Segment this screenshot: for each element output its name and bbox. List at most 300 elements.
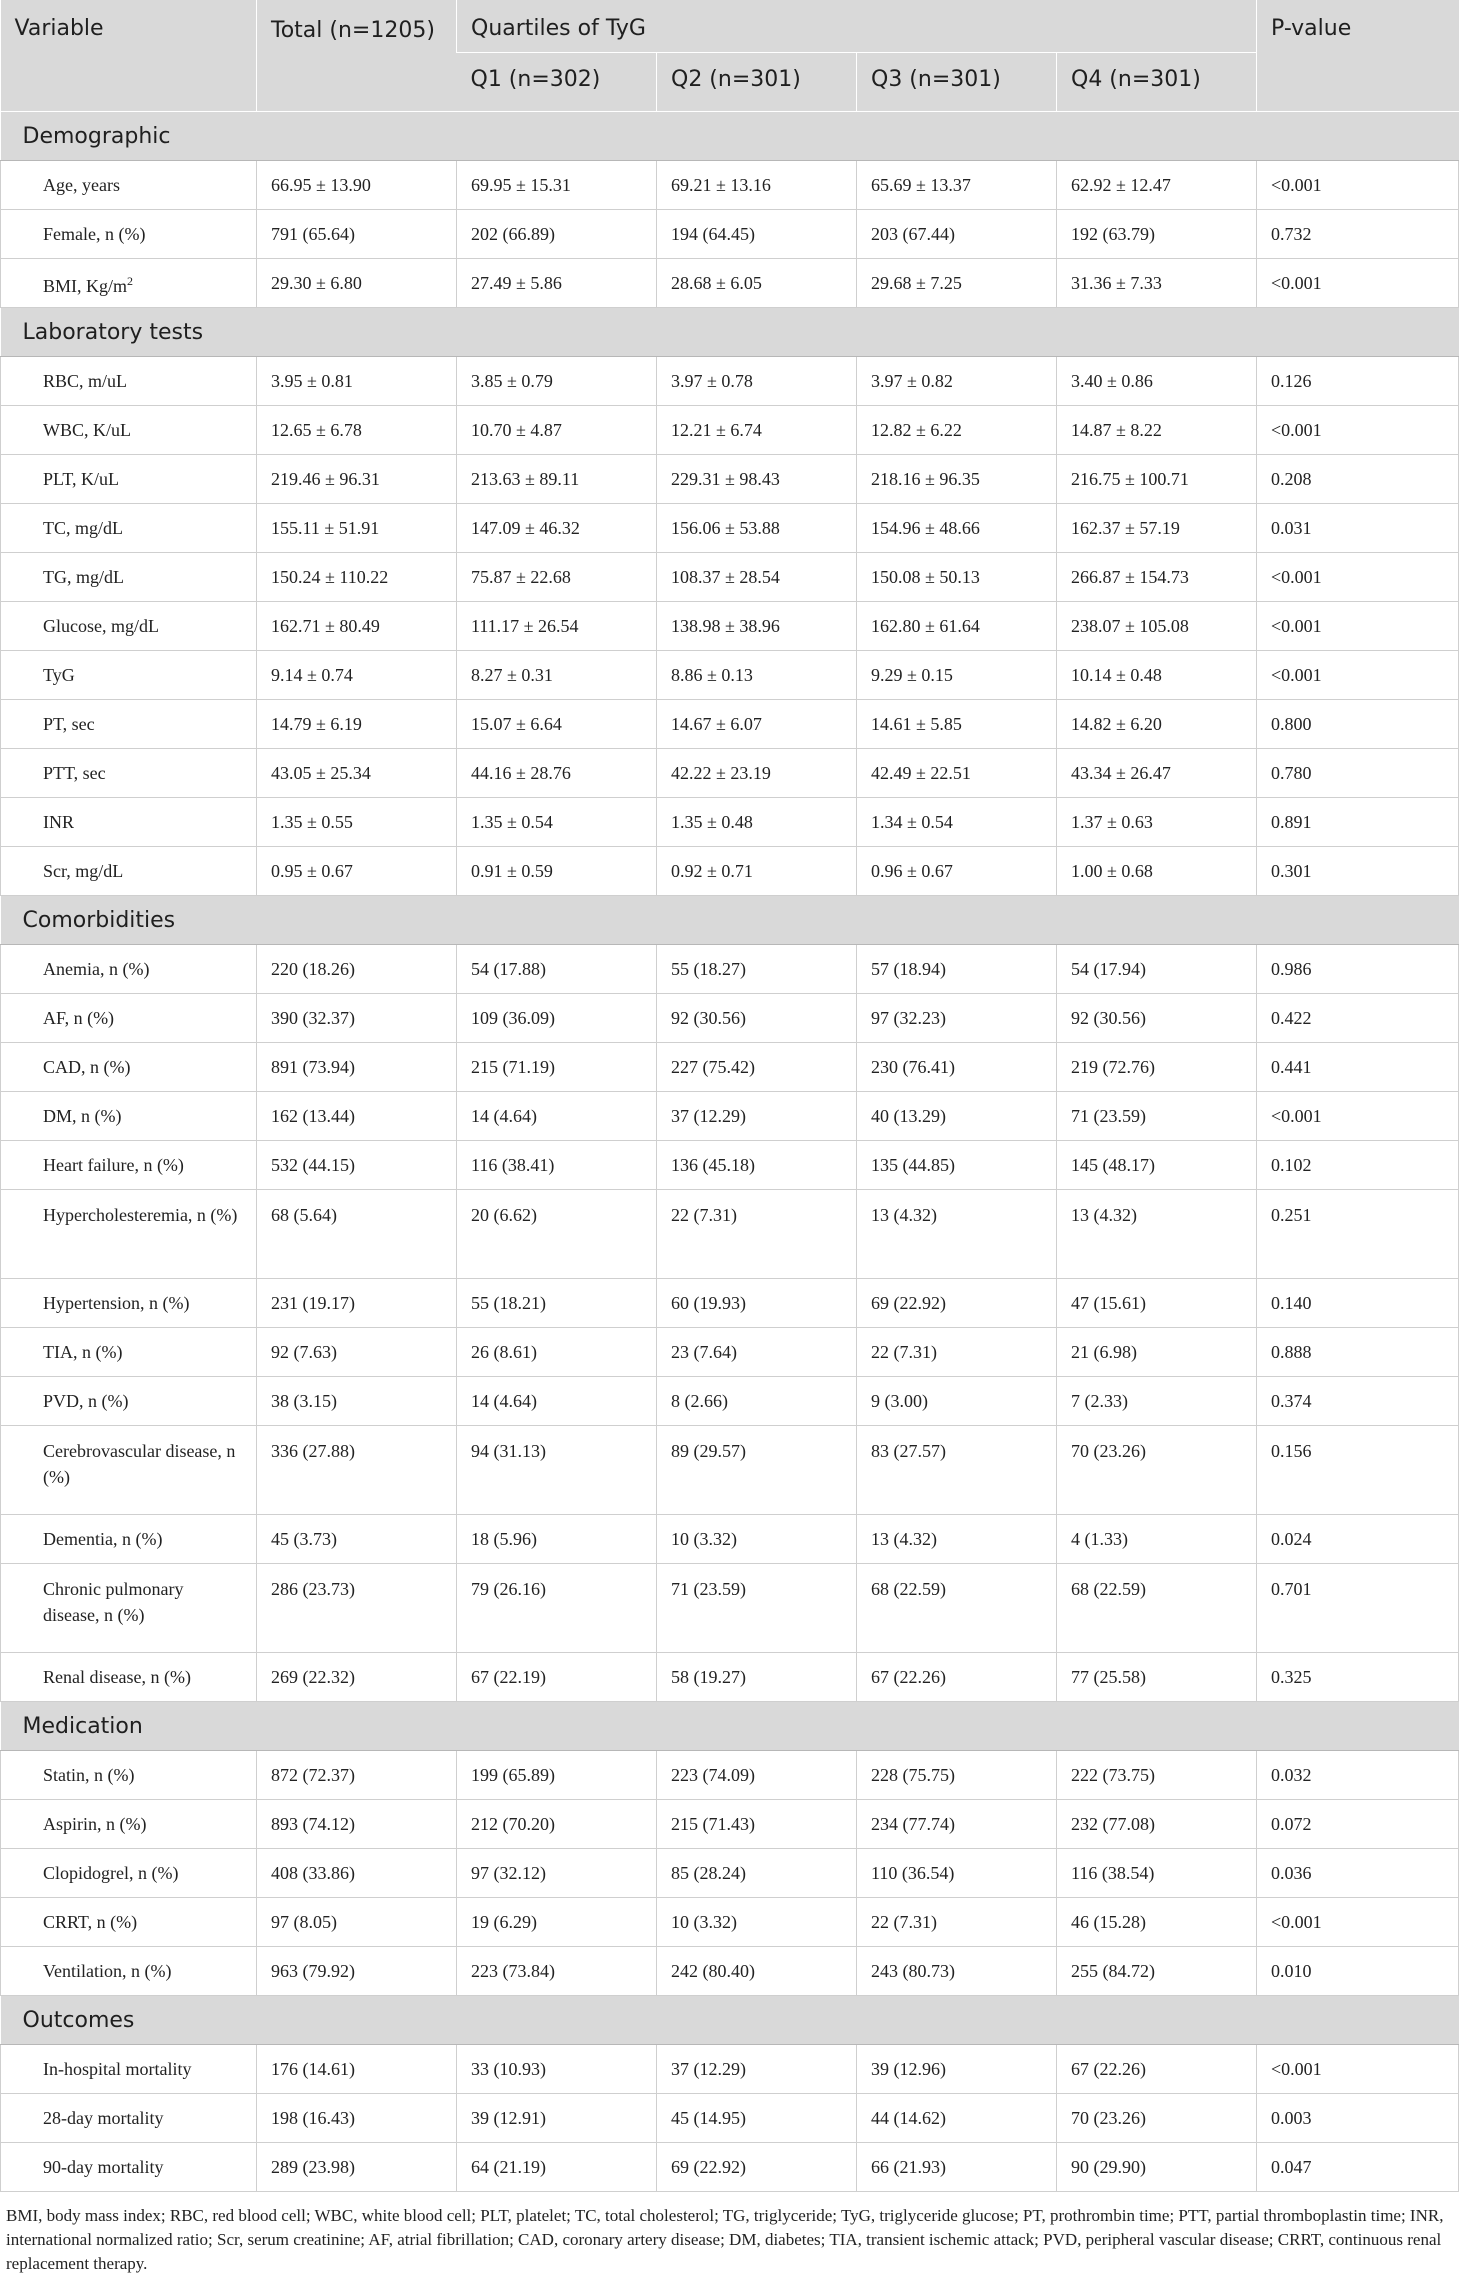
q2-cell xyxy=(657,700,857,749)
row-label-text: Hypercholesteremia, n (%) xyxy=(43,1205,238,1225)
q2-cell-text: 215 (71.43) xyxy=(671,1814,755,1834)
q3-cell-text: 135 (44.85) xyxy=(871,1155,955,1175)
row-label xyxy=(1,1190,257,1279)
q4-cell xyxy=(1057,602,1257,651)
q1-cell-text: 15.07 ± 6.64 xyxy=(471,714,562,734)
pvalue-cell xyxy=(1257,1328,1459,1377)
section-title: Outcomes xyxy=(1,1996,1459,2045)
q1-cell xyxy=(457,1751,657,1800)
table-footnote: BMI, body mass index; RBC, red blood cell; WBC, white blood cell; PLT, platelet; TC, total cholesterol; TG, triglyceride; TyG, triglyceride glucose; PT, prothrombin time; PTT, partial thromboplastin time; INR, international normalized ratio; Scr, serum creatinine; AF, atrial fibrillation; CAD, coronary artery disease; DM, diabetes; TIA, transient ischemic attack; PVD, peripheral vascular disease; CRRT, continuous renal replacement therapy. xyxy=(6,2206,1444,2273)
q4-cell xyxy=(1057,1141,1257,1190)
q3-cell xyxy=(857,161,1057,210)
q3-cell xyxy=(857,602,1057,651)
row-label xyxy=(1,2094,257,2143)
row-label xyxy=(1,1043,257,1092)
q1-cell-text: 94 (31.13) xyxy=(471,1441,546,1461)
q2-cell-text: 69.21 ± 13.16 xyxy=(671,175,771,195)
q3-cell xyxy=(857,1947,1057,1996)
q1-cell xyxy=(457,1849,657,1898)
q2-cell-text: 8 (2.66) xyxy=(671,1391,728,1411)
q1-cell-text: 27.49 ± 5.86 xyxy=(471,273,562,293)
total-cell-text: 176 (14.61) xyxy=(271,2059,355,2079)
q4-cell-text: 43.34 ± 26.47 xyxy=(1071,763,1171,783)
total-cell xyxy=(257,504,457,553)
table-row xyxy=(1,1653,1459,1702)
q3-cell-text: 66 (21.93) xyxy=(871,2157,946,2177)
q1-cell xyxy=(457,651,657,700)
table-row xyxy=(1,259,1459,308)
pvalue-cell xyxy=(1257,504,1459,553)
q1-cell xyxy=(457,602,657,651)
total-cell-text: 29.30 ± 6.80 xyxy=(271,273,362,293)
q1-cell-text: 1.35 ± 0.54 xyxy=(471,812,553,832)
q1-cell xyxy=(457,1279,657,1328)
pvalue-cell-text: 0.156 xyxy=(1271,1441,1312,1461)
q3-cell-text: 162.80 ± 61.64 xyxy=(871,616,980,636)
q1-cell xyxy=(457,1377,657,1426)
table-row xyxy=(1,1328,1459,1377)
total-cell xyxy=(257,798,457,847)
q1-cell-text: 54 (17.88) xyxy=(471,959,546,979)
table-row xyxy=(1,2045,1459,2094)
total-cell xyxy=(257,602,457,651)
q3-cell-text: 0.96 ± 0.67 xyxy=(871,861,953,881)
q3-cell xyxy=(857,1849,1057,1898)
q4-cell-text: 68 (22.59) xyxy=(1071,1579,1146,1599)
row-label-text: CRRT, n (%) xyxy=(43,1912,138,1932)
q3-cell xyxy=(857,210,1057,259)
q2-cell xyxy=(657,1328,857,1377)
q1-cell xyxy=(457,210,657,259)
table-row xyxy=(1,1515,1459,1564)
q1-cell xyxy=(457,161,657,210)
q1-cell xyxy=(457,749,657,798)
total-cell-text: 92 (7.63) xyxy=(271,1342,337,1362)
q3-cell-text: 13 (4.32) xyxy=(871,1529,937,1549)
pvalue-cell-text: 0.701 xyxy=(1271,1579,1312,1599)
total-cell xyxy=(257,1564,457,1653)
pvalue-cell xyxy=(1257,357,1459,406)
q1-cell xyxy=(457,2094,657,2143)
row-label xyxy=(1,455,257,504)
q3-cell xyxy=(857,1653,1057,1702)
q2-cell xyxy=(657,749,857,798)
row-label-text: TyG xyxy=(43,665,75,685)
q1-cell xyxy=(457,504,657,553)
q2-cell xyxy=(657,455,857,504)
q2-cell-text: 60 (19.93) xyxy=(671,1293,746,1313)
q3-cell-text: 67 (22.26) xyxy=(871,1667,946,1687)
table-row xyxy=(1,1849,1459,1898)
q4-cell-text: 21 (6.98) xyxy=(1071,1342,1137,1362)
total-cell-text: 66.95 ± 13.90 xyxy=(271,175,371,195)
q1-cell xyxy=(457,455,657,504)
pvalue-cell xyxy=(1257,847,1459,896)
q3-cell xyxy=(857,749,1057,798)
q2-cell-text: 58 (19.27) xyxy=(671,1667,746,1687)
q2-cell-text: 69 (22.92) xyxy=(671,2157,746,2177)
q3-cell xyxy=(857,651,1057,700)
total-cell xyxy=(257,357,457,406)
q1-cell xyxy=(457,1190,657,1279)
q1-cell-text: 75.87 ± 22.68 xyxy=(471,567,571,587)
q1-cell-text: 14 (4.64) xyxy=(471,1391,537,1411)
row-label xyxy=(1,161,257,210)
q2-cell-text: 28.68 ± 6.05 xyxy=(671,273,762,293)
header-variable: Variable xyxy=(1,0,257,112)
q4-cell xyxy=(1057,651,1257,700)
pvalue-cell-text: 0.888 xyxy=(1271,1342,1312,1362)
total-cell-text: 14.79 ± 6.19 xyxy=(271,714,362,734)
row-label-text: BMI, Kg/m xyxy=(43,275,128,296)
q1-cell-text: 39 (12.91) xyxy=(471,2108,546,2128)
q2-cell-text: 37 (12.29) xyxy=(671,2059,746,2079)
row-label xyxy=(1,553,257,602)
row-label xyxy=(1,1515,257,1564)
pvalue-cell-text: 0.140 xyxy=(1271,1293,1312,1313)
q4-cell-text: 10.14 ± 0.48 xyxy=(1071,665,1162,685)
row-label-text: TIA, n (%) xyxy=(43,1342,123,1362)
pvalue-cell xyxy=(1257,700,1459,749)
row-label xyxy=(1,406,257,455)
table-row xyxy=(1,700,1459,749)
table-row xyxy=(1,994,1459,1043)
pvalue-cell xyxy=(1257,1377,1459,1426)
q1-cell-text: 223 (73.84) xyxy=(471,1961,555,1981)
q3-cell-text: 150.08 ± 50.13 xyxy=(871,567,980,587)
q2-cell xyxy=(657,1377,857,1426)
pvalue-cell xyxy=(1257,1947,1459,1996)
q2-cell-text: 1.35 ± 0.48 xyxy=(671,812,753,832)
q1-cell xyxy=(457,357,657,406)
q2-cell xyxy=(657,357,857,406)
row-label-text: PTT, sec xyxy=(43,763,106,783)
q2-cell xyxy=(657,1043,857,1092)
row-label xyxy=(1,1141,257,1190)
q4-cell xyxy=(1057,161,1257,210)
pvalue-cell xyxy=(1257,945,1459,994)
pvalue-cell-text: <0.001 xyxy=(1271,1106,1322,1126)
q1-cell xyxy=(457,553,657,602)
q3-cell xyxy=(857,1377,1057,1426)
pvalue-cell xyxy=(1257,1043,1459,1092)
row-label-text: Clopidogrel, n (%) xyxy=(43,1863,179,1883)
q4-cell xyxy=(1057,847,1257,896)
q3-cell-text: 57 (18.94) xyxy=(871,959,946,979)
pvalue-cell xyxy=(1257,210,1459,259)
pvalue-cell-text: 0.891 xyxy=(1271,812,1312,832)
total-cell-text: 38 (3.15) xyxy=(271,1391,337,1411)
q3-cell-text: 230 (76.41) xyxy=(871,1057,955,1077)
q4-cell xyxy=(1057,1190,1257,1279)
q4-cell-text: 255 (84.72) xyxy=(1071,1961,1155,1981)
q4-cell xyxy=(1057,210,1257,259)
q4-cell xyxy=(1057,994,1257,1043)
q4-cell-text: 77 (25.58) xyxy=(1071,1667,1146,1687)
q2-cell xyxy=(657,2045,857,2094)
pvalue-cell-text: 0.031 xyxy=(1271,518,1312,538)
q1-cell-text: 3.85 ± 0.79 xyxy=(471,371,553,391)
table-row xyxy=(1,455,1459,504)
q2-cell-text: 14.67 ± 6.07 xyxy=(671,714,762,734)
row-label xyxy=(1,1898,257,1947)
total-cell-text: 390 (32.37) xyxy=(271,1008,355,1028)
section-title: Comorbidities xyxy=(1,896,1459,945)
total-cell-text: 3.95 ± 0.81 xyxy=(271,371,353,391)
q1-cell xyxy=(457,1800,657,1849)
q1-cell xyxy=(457,1564,657,1653)
pvalue-cell-text: 0.251 xyxy=(1271,1205,1312,1225)
total-cell xyxy=(257,749,457,798)
header-q4: Q4 (n=301) xyxy=(1057,53,1257,112)
q3-cell-text: 97 (32.23) xyxy=(871,1008,946,1028)
q1-cell xyxy=(457,259,657,308)
q3-cell xyxy=(857,798,1057,847)
total-cell xyxy=(257,1947,457,1996)
row-label xyxy=(1,651,257,700)
row-label xyxy=(1,602,257,651)
q4-cell-text: 14.82 ± 6.20 xyxy=(1071,714,1162,734)
total-cell-text: 220 (18.26) xyxy=(271,959,355,979)
pvalue-cell xyxy=(1257,259,1459,308)
q4-cell-text: 13 (4.32) xyxy=(1071,1205,1137,1225)
q1-cell-text: 116 (38.41) xyxy=(471,1155,555,1175)
q3-cell xyxy=(857,455,1057,504)
q4-cell xyxy=(1057,2045,1257,2094)
q3-cell-text: 14.61 ± 5.85 xyxy=(871,714,962,734)
table-row xyxy=(1,749,1459,798)
table-row xyxy=(1,847,1459,896)
table-row xyxy=(1,1898,1459,1947)
q3-cell-text: 40 (13.29) xyxy=(871,1106,946,1126)
q4-cell-text: 3.40 ± 0.86 xyxy=(1071,371,1153,391)
pvalue-cell-text: 0.047 xyxy=(1271,2157,1312,2177)
q2-cell xyxy=(657,406,857,455)
pvalue-cell-text: 0.208 xyxy=(1271,469,1312,489)
total-cell xyxy=(257,1898,457,1947)
q3-cell-text: 9.29 ± 0.15 xyxy=(871,665,953,685)
table-row xyxy=(1,1800,1459,1849)
q1-cell-text: 213.63 ± 89.11 xyxy=(471,469,580,489)
q1-cell-text: 212 (70.20) xyxy=(471,1814,555,1834)
q1-cell-text: 18 (5.96) xyxy=(471,1529,537,1549)
row-label-text: CAD, n (%) xyxy=(43,1057,131,1077)
q4-cell xyxy=(1057,1849,1257,1898)
q1-cell xyxy=(457,2045,657,2094)
q3-cell xyxy=(857,994,1057,1043)
row-label xyxy=(1,1564,257,1653)
total-cell xyxy=(257,1092,457,1141)
row-label-text: Dementia, n (%) xyxy=(43,1529,163,1549)
q3-cell-text: 13 (4.32) xyxy=(871,1205,937,1225)
row-label-text: Aspirin, n (%) xyxy=(43,1814,147,1834)
q3-cell-text: 39 (12.96) xyxy=(871,2059,946,2079)
table-row xyxy=(1,1043,1459,1092)
total-cell-text: 68 (5.64) xyxy=(271,1205,337,1225)
q2-cell-text: 42.22 ± 23.19 xyxy=(671,763,771,783)
total-cell-text: 0.95 ± 0.67 xyxy=(271,861,353,881)
q4-cell-text: 1.37 ± 0.63 xyxy=(1071,812,1153,832)
pvalue-cell xyxy=(1257,2094,1459,2143)
q4-cell-text: 54 (17.94) xyxy=(1071,959,1146,979)
total-cell-text: 289 (23.98) xyxy=(271,2157,355,2177)
total-cell-text: 155.11 ± 51.91 xyxy=(271,518,380,538)
q2-cell xyxy=(657,1947,857,1996)
total-cell xyxy=(257,651,457,700)
q4-cell xyxy=(1057,700,1257,749)
q2-cell-text: 92 (30.56) xyxy=(671,1008,746,1028)
table-row xyxy=(1,1947,1459,1996)
q1-cell xyxy=(457,1141,657,1190)
q3-cell xyxy=(857,1515,1057,1564)
q2-cell xyxy=(657,798,857,847)
total-cell-text: 891 (73.94) xyxy=(271,1057,355,1077)
q4-cell-text: 216.75 ± 100.71 xyxy=(1071,469,1189,489)
total-cell-text: 532 (44.15) xyxy=(271,1155,355,1175)
row-label-text: TC, mg/dL xyxy=(43,518,123,538)
q3-cell-text: 9 (3.00) xyxy=(871,1391,928,1411)
q3-cell xyxy=(857,1751,1057,1800)
q4-cell xyxy=(1057,749,1257,798)
header-quartiles: Quartiles of TyG xyxy=(457,0,1257,53)
total-cell xyxy=(257,945,457,994)
total-cell-text: 219.46 ± 96.31 xyxy=(271,469,380,489)
row-label-text: Cerebrovascular disease, n (%) xyxy=(43,1441,236,1487)
q4-cell xyxy=(1057,357,1257,406)
q3-cell-text: 12.82 ± 6.22 xyxy=(871,420,962,440)
q2-cell xyxy=(657,945,857,994)
table-row xyxy=(1,161,1459,210)
table-row xyxy=(1,798,1459,847)
q3-cell xyxy=(857,1141,1057,1190)
row-label xyxy=(1,1751,257,1800)
total-cell xyxy=(257,2045,457,2094)
q4-cell-text: 266.87 ± 154.73 xyxy=(1071,567,1189,587)
q4-cell-text: 1.00 ± 0.68 xyxy=(1071,861,1153,881)
q1-cell-text: 64 (21.19) xyxy=(471,2157,546,2177)
total-cell xyxy=(257,1190,457,1279)
q2-cell xyxy=(657,1849,857,1898)
q4-cell-text: 219 (72.76) xyxy=(1071,1057,1155,1077)
q1-cell-text: 69.95 ± 15.31 xyxy=(471,175,571,195)
q4-cell-text: 116 (38.54) xyxy=(1071,1863,1155,1883)
q4-cell-text: 192 (63.79) xyxy=(1071,224,1155,244)
total-cell xyxy=(257,553,457,602)
q3-cell-text: 203 (67.44) xyxy=(871,224,955,244)
q4-cell xyxy=(1057,1515,1257,1564)
total-cell-text: 893 (74.12) xyxy=(271,1814,355,1834)
row-label-text: TG, mg/dL xyxy=(43,567,124,587)
q4-cell xyxy=(1057,259,1257,308)
row-label xyxy=(1,1426,257,1515)
q4-cell xyxy=(1057,945,1257,994)
q4-cell-text: 90 (29.90) xyxy=(1071,2157,1146,2177)
row-label xyxy=(1,210,257,259)
table-row xyxy=(1,1751,1459,1800)
total-cell xyxy=(257,1043,457,1092)
q4-cell-text: 31.36 ± 7.33 xyxy=(1071,273,1162,293)
q2-cell-text: 23 (7.64) xyxy=(671,1342,737,1362)
q2-cell xyxy=(657,161,857,210)
q2-cell xyxy=(657,602,857,651)
q3-cell xyxy=(857,357,1057,406)
row-label xyxy=(1,847,257,896)
q3-cell xyxy=(857,700,1057,749)
q4-cell-text: 47 (15.61) xyxy=(1071,1293,1146,1313)
q4-cell-text: 162.37 ± 57.19 xyxy=(1071,518,1180,538)
row-label-text: Heart failure, n (%) xyxy=(43,1155,184,1175)
row-label-text: AF, n (%) xyxy=(43,1008,115,1028)
total-cell xyxy=(257,210,457,259)
q2-cell-text: 22 (7.31) xyxy=(671,1205,737,1225)
row-label-text: Ventilation, n (%) xyxy=(43,1961,172,1981)
row-label-text: WBC, K/uL xyxy=(43,420,131,440)
pvalue-cell xyxy=(1257,1800,1459,1849)
q1-cell xyxy=(457,847,657,896)
total-cell-text: 150.24 ± 110.22 xyxy=(271,567,389,587)
pvalue-cell xyxy=(1257,1564,1459,1653)
q1-cell xyxy=(457,406,657,455)
total-cell xyxy=(257,1751,457,1800)
q1-cell xyxy=(457,700,657,749)
pvalue-cell xyxy=(1257,406,1459,455)
pvalue-cell-text: 0.325 xyxy=(1271,1667,1312,1687)
q3-cell xyxy=(857,2094,1057,2143)
q4-cell-text: 232 (77.08) xyxy=(1071,1814,1155,1834)
q1-cell-text: 55 (18.21) xyxy=(471,1293,546,1313)
total-cell-text: 791 (65.64) xyxy=(271,224,355,244)
total-cell xyxy=(257,259,457,308)
q4-cell-text: 46 (15.28) xyxy=(1071,1912,1146,1932)
pvalue-cell-text: 0.780 xyxy=(1271,763,1312,783)
table-row xyxy=(1,2094,1459,2143)
q1-cell-text: 44.16 ± 28.76 xyxy=(471,763,571,783)
q4-cell-text: 67 (22.26) xyxy=(1071,2059,1146,2079)
q4-cell xyxy=(1057,1377,1257,1426)
q1-cell xyxy=(457,798,657,847)
q2-cell-text: 45 (14.95) xyxy=(671,2108,746,2128)
q3-cell xyxy=(857,259,1057,308)
total-cell-text: 45 (3.73) xyxy=(271,1529,337,1549)
q2-cell xyxy=(657,1190,857,1279)
row-label xyxy=(1,259,257,308)
q2-cell-text: 0.92 ± 0.71 xyxy=(671,861,753,881)
pvalue-cell-text: 0.301 xyxy=(1271,861,1312,881)
q2-cell xyxy=(657,553,857,602)
q2-cell-text: 89 (29.57) xyxy=(671,1441,746,1461)
q2-cell xyxy=(657,1092,857,1141)
q4-cell xyxy=(1057,1043,1257,1092)
q2-cell xyxy=(657,259,857,308)
q2-cell xyxy=(657,1279,857,1328)
q3-cell xyxy=(857,847,1057,896)
total-cell-text: 97 (8.05) xyxy=(271,1912,337,1932)
pvalue-cell-text: <0.001 xyxy=(1271,175,1322,195)
total-cell-text: 231 (19.17) xyxy=(271,1293,355,1313)
q3-cell-text: 83 (27.57) xyxy=(871,1441,946,1461)
total-cell xyxy=(257,1426,457,1515)
row-label-text: Scr, mg/dL xyxy=(43,861,124,881)
q4-cell xyxy=(1057,1947,1257,1996)
q2-cell xyxy=(657,847,857,896)
total-cell xyxy=(257,1653,457,1702)
q1-cell xyxy=(457,1043,657,1092)
row-label xyxy=(1,1092,257,1141)
total-cell-text: 9.14 ± 0.74 xyxy=(271,665,353,685)
header-pvalue: P-value xyxy=(1257,0,1459,112)
section-header-row xyxy=(1,1996,1459,2045)
row-label xyxy=(1,945,257,994)
